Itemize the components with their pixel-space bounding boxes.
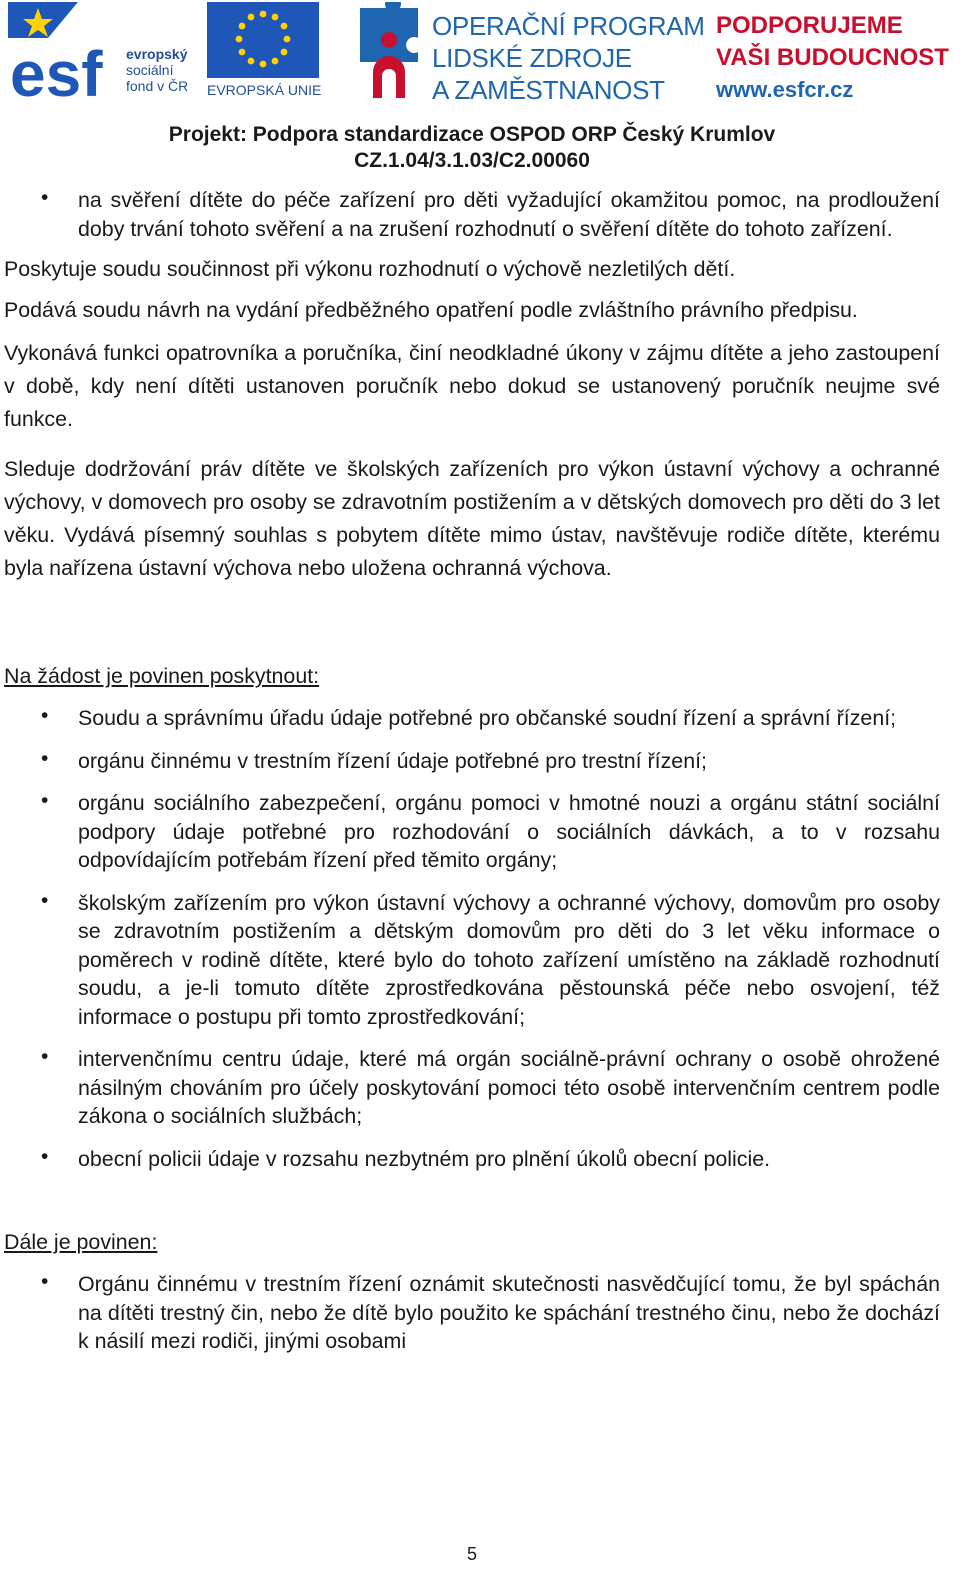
list-item — [4, 789, 940, 875]
slogan-line-2: VAŠI BUDOUCNOST — [716, 44, 949, 71]
list-item — [4, 889, 940, 1032]
slogan-line-1: PODPORUJEME — [716, 12, 903, 39]
list-item — [4, 186, 940, 243]
paragraph: Vykonává funkci opatrovníka a poručníka, činí neodkladné úkony v zájmu dítěte a jeho zastoupení v době, kdy není dítěti ustanoven poručník nebo dokud se ustanovený poručník neujme své funkce. — [4, 341, 940, 431]
project-code: CZ.1.04/3.1.03/C2.00060 — [354, 149, 590, 172]
website-link[interactable]: www.esfcr.cz — [716, 77, 854, 102]
list-item-text: školským zařízením pro výkon ústavní výchovy a ochranné výchovy, domovům pro osoby se zdravotním postižením a dětským domovům pro děti do 3 let věku informace o poměrech v rodině dítěte, které bylo do tohoto zařízení umístěno na základě rozhodnutí soudu, a je-li tomuto dítěte zprostředkována pěstounská péče nebo osvojení, též informace o postupu při tomto zprostředkování; — [78, 890, 940, 1029]
bullet-icon: • — [41, 789, 49, 812]
svg-text:esf: esf — [10, 38, 103, 102]
list-item-text: orgánu sociálního zabezpečení, orgánu pomoci v hmotné nouzi a orgánu státní sociální podpory údaje potřebné pro rozhodování o sociálních dávkách, a to v rozsahu odpovídajícím potřebám řízení před těmito orgány; — [78, 791, 940, 872]
esf-line-1: evropský — [126, 46, 188, 62]
list-item-text: orgánu činnému v trestním řízení údaje potřebné pro trestní řízení; — [78, 748, 707, 773]
list-item — [4, 1145, 940, 1174]
bullet-icon: • — [41, 1045, 49, 1068]
paragraph: Podává soudu návrh na vydání předběžného opatření podle zvláštního právního předpisu. — [4, 298, 858, 322]
op-line-1: OPERAČNÍ PROGRAM — [432, 11, 705, 41]
bullet-icon: • — [41, 186, 49, 209]
list-item-text: Soudu a správnímu úřadu údaje potřebné pro občanské soudní řízení a správní řízení; — [78, 706, 897, 730]
section-heading: Na žádost je povinen poskytnout: — [4, 664, 320, 688]
document-body — [4, 186, 940, 1356]
bullet-icon: • — [41, 746, 49, 770]
bullet-icon: • — [41, 704, 49, 727]
paragraph: Poskytuje soudu součinnost při výkonu rozhodnutí o výchově nezletilých dětí. — [4, 257, 736, 281]
list-item — [4, 1270, 940, 1356]
paragraph: Sleduje dodržování práv dítěte ve školských zařízeních pro výkon ústavní výchovy a ochranné výchovy, v domovech pro osoby se zdravotním postižením a v dětských domovech pro děti do 3 let věku. Vydává písemný souhlas s pobytem dítěte mimo ústav, navštěvuje rodiče dítěte, kterému byla nařízena ústavní výchova nebo uložena ochranná výchova. — [4, 457, 940, 580]
esf-logo — [8, 2, 198, 102]
esf-mark-icon — [8, 2, 126, 102]
eu-label: EVROPSKÁ UNIE — [207, 82, 322, 98]
list-item — [4, 704, 940, 733]
section-heading: Dále je povinen: — [4, 1230, 158, 1254]
list-item-text: na svěření dítěte do péče zařízení pro děti vyžadující okamžitou pomoc, na prodloužení doby trvání tohoto svěření a na zrušení rozhodnutí o svěření dítěte do tohoto zařízení. — [78, 188, 940, 241]
op-puzzle-icon — [356, 2, 426, 102]
esf-line-3: fond v ČR — [126, 78, 189, 94]
list-item — [4, 1045, 940, 1131]
bullet-icon: • — [41, 888, 49, 912]
project-title: Projekt: Podpora standardizace OSPOD ORP Český Krumlov — [168, 123, 776, 146]
logo-bar — [0, 0, 960, 110]
project-header — [0, 122, 944, 174]
eu-logo — [207, 2, 322, 102]
slogan — [716, 10, 949, 106]
list-item — [4, 747, 940, 776]
bullet-icon: • — [41, 1270, 49, 1293]
page-number: 5 — [466, 1544, 477, 1564]
op-line-3: A ZAMĚSTNANOST — [432, 75, 665, 105]
esf-line-2: sociální — [126, 62, 174, 78]
op-title — [432, 10, 705, 106]
esf-caption — [126, 46, 188, 94]
bullet-icon: • — [41, 1144, 49, 1168]
eu-flag-icon — [207, 2, 319, 78]
list-item-text: obecní policii údaje v rozsahu nezbytném pro plnění úkolů obecní policie. — [78, 1146, 771, 1171]
list-item-text: Orgánu činnému v trestním řízení oznámit skutečnosti nasvědčující tomu, že byl spáchán na dítěti trestný čin, nebo že dítě bylo použito ke spáchání trestného činu, nebo že dochází k násilí mezi rodiči, jinými osobami — [78, 1272, 940, 1353]
op-line-2: LIDSKÉ ZDROJE — [432, 43, 632, 73]
list-item-text: intervenčnímu centru údaje, které má orgán sociálně-právní ochrany o osobě ohrožené násilným chováním pro účely poskytování pomoci této osobě intervenčním centrem podle zákona o sociálních službách; — [78, 1047, 940, 1128]
op-logo — [356, 2, 705, 105]
